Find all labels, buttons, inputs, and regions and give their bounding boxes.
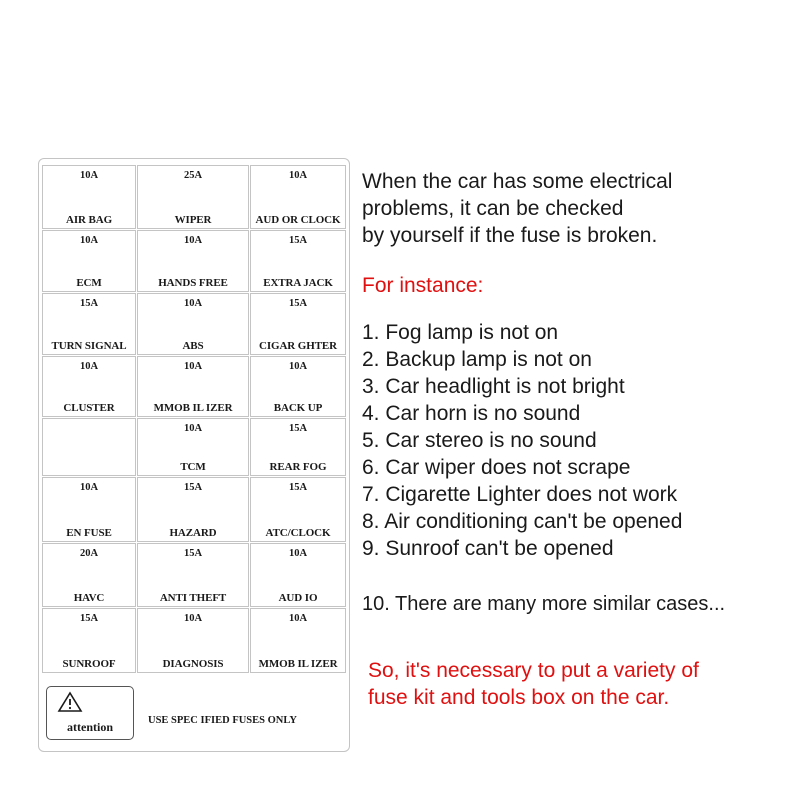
attention-box xyxy=(46,686,134,740)
case-item-5: 5. Car stereo is no sound xyxy=(362,429,597,452)
fuse-amperage: 10A xyxy=(183,361,203,372)
fuse-label: HAZARD xyxy=(169,527,217,539)
fuse-cell xyxy=(250,477,346,542)
fuse-amperage: 10A xyxy=(183,423,203,434)
fuse-amperage: 15A xyxy=(288,423,308,434)
fuse-cell xyxy=(42,543,136,607)
fuse-cell xyxy=(42,418,136,476)
case-item-2: 2. Backup lamp is not on xyxy=(362,348,592,371)
fuse-amperage: 15A xyxy=(288,298,308,309)
fuse-amperage: 10A xyxy=(183,235,203,246)
fuse-amperage: 10A xyxy=(79,170,99,181)
fuse-cell xyxy=(42,293,136,355)
case-item-1: 1. Fog lamp is not on xyxy=(362,321,559,344)
case-item-4: 4. Car horn is no sound xyxy=(362,402,581,425)
fuse-label: MMOB IL IZER xyxy=(153,402,233,414)
fuse-amperage: 15A xyxy=(79,298,99,309)
fuse-label: ABS xyxy=(182,340,204,352)
case-item-9: 9. Sunroof can't be opened xyxy=(362,537,614,560)
intro-line-2: problems, it can be checked xyxy=(362,197,624,220)
for-instance-heading: For instance: xyxy=(362,274,484,297)
fuse-amperage: 15A xyxy=(183,548,203,559)
case-item-3: 3. Car headlight is not bright xyxy=(362,375,625,398)
fuse-label: HAVC xyxy=(73,592,105,604)
fuse-cell xyxy=(137,418,249,476)
case-item-7: 7. Cigarette Lighter does not work xyxy=(362,483,678,506)
fuse-label: DIAGNOSIS xyxy=(162,658,224,670)
fuse-cell xyxy=(42,165,136,229)
fuse-amperage: 10A xyxy=(288,170,308,181)
fuse-amperage: 10A xyxy=(183,613,203,624)
fuse-amperage: 15A xyxy=(288,235,308,246)
fuse-label: CIGAR GHTER xyxy=(258,340,338,352)
fuse-label: AUD IO xyxy=(278,592,318,604)
fuse-cell xyxy=(137,356,249,417)
fuse-cell xyxy=(250,356,346,417)
fuse-amperage: 15A xyxy=(183,482,203,493)
case-item-10: 10. There are many more similar cases... xyxy=(362,593,726,615)
fuse-label: ECM xyxy=(76,277,102,289)
fuse-amperage: 10A xyxy=(183,298,203,309)
fuse-cell xyxy=(137,543,249,607)
fuse-cell xyxy=(42,356,136,417)
attention-label: attention xyxy=(67,720,113,734)
fuse-label: REAR FOG xyxy=(269,461,327,473)
fuse-label: EN FUSE xyxy=(66,527,112,539)
fuse-cell xyxy=(250,230,346,292)
fuse-amperage: 15A xyxy=(288,482,308,493)
fuse-amperage: 10A xyxy=(79,235,99,246)
fuse-amperage: 10A xyxy=(288,361,308,372)
fuse-cell xyxy=(250,293,346,355)
fuse-label: AIR BAG xyxy=(65,214,113,226)
conclusion-line-2: fuse kit and tools box on the car. xyxy=(368,686,670,709)
fuse-notice: USE SPEC IFIED FUSES ONLY xyxy=(148,715,297,726)
intro-line-1: When the car has some electrical xyxy=(362,170,673,193)
fuse-cell xyxy=(137,293,249,355)
fuse-cell xyxy=(250,608,346,673)
fuse-amperage: 10A xyxy=(288,548,308,559)
fuse-label: WIPER xyxy=(174,214,212,226)
fuse-label: TURN SIGNAL xyxy=(51,340,127,352)
fuse-cell xyxy=(42,608,136,673)
fuse-label: MMOB IL IZER xyxy=(258,658,338,670)
fuse-label: BACK UP xyxy=(273,402,323,414)
fuse-label: EXTRA JACK xyxy=(263,277,333,289)
case-item-8: 8. Air conditioning can't be opened xyxy=(362,510,683,533)
fuse-amperage: 25A xyxy=(183,170,203,181)
fuse-amperage: 10A xyxy=(79,361,99,372)
fuse-cell xyxy=(42,230,136,292)
fuse-amperage: 20A xyxy=(79,548,99,559)
fuse-cell xyxy=(137,608,249,673)
fuse-cell xyxy=(250,418,346,476)
conclusion-line-1: So, it's necessary to put a variety of xyxy=(368,659,699,682)
warning-triangle-icon xyxy=(57,691,83,713)
fuse-label: AUD OR CLOCK xyxy=(255,214,341,226)
fuse-label: CLUSTER xyxy=(63,402,115,414)
fuse-label: HANDS FREE xyxy=(158,277,228,289)
fuse-label: ANTI THEFT xyxy=(159,592,227,604)
fuse-cell xyxy=(137,165,249,229)
fuse-label: ATC/CLOCK xyxy=(265,527,331,539)
fuse-cell xyxy=(137,230,249,292)
case-item-6: 6. Car wiper does not scrape xyxy=(362,456,631,479)
fuse-amperage: 10A xyxy=(79,482,99,493)
fuse-amperage: 15A xyxy=(79,613,99,624)
fuse-cell xyxy=(250,165,346,229)
intro-line-3: by yourself if the fuse is broken. xyxy=(362,224,658,247)
fuse-cell xyxy=(42,477,136,542)
fuse-cell xyxy=(137,477,249,542)
fuse-label: TCM xyxy=(180,461,206,473)
fuse-amperage: 10A xyxy=(288,613,308,624)
fuse-label: SUNROOF xyxy=(62,658,116,670)
fuse-cell xyxy=(250,543,346,607)
